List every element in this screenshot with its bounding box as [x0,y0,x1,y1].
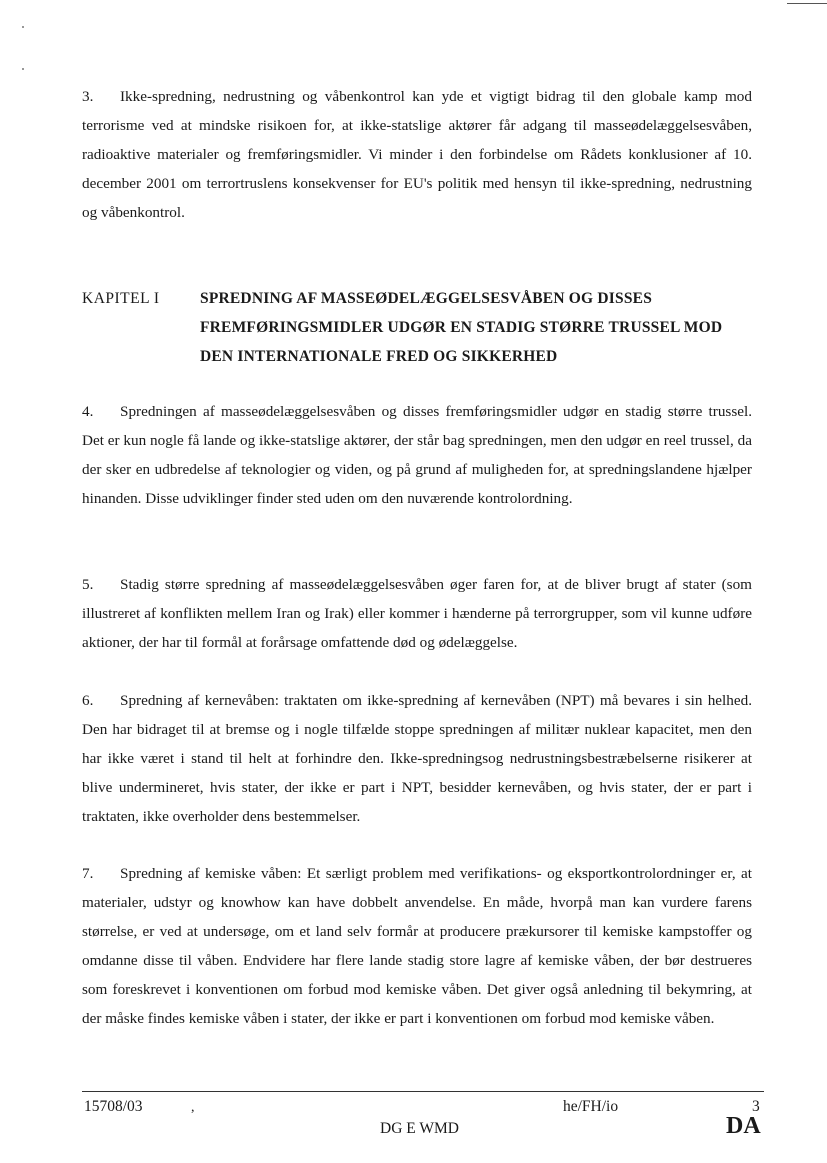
paragraph-number: 4. [82,403,94,420]
paragraph-text: Ikke-spredning, nedrustning og våbenkontrol kan yde et vigtigt bidrag til den globale kamp mod terrorisme ved at mindske risikoen for, at ikke-statslige aktører får adgang til masseødelæggelsesvåben, radioaktive materialer og fremføringsmidler. Vi minder i den forbindelse om Rådets konklusioner af 10. december 2001 om terrortruslens konsekvenser for EU's politik med hensyn til ikke-spredning, nedrustning og våbenkontrol. [82,88,752,221]
scan-speck [22,68,24,70]
footer-department: DG E WMD [380,1120,459,1137]
paragraph-5 [82,570,752,657]
footer-initials: he/FH/io [563,1098,619,1115]
paragraph-number: 5. [82,576,94,593]
paragraph-text: Spredningen af masseødelæggelsesvåben og disses fremføringsmidler udgør en stadig større trussel. Det er kun nogle få lande og ikke-statslige aktører, der står bag spredningen, men den udgør en reel trussel, da der sker en udbredelse af teknologier og viden, og på grund af muligheden for, at spredningslandene hjælper hinanden. Disse udviklinger finder sted uden om den nuværende kontrolordning. [82,403,752,507]
chapter-label: KAPITEL I [82,290,160,307]
paragraph-number: 7. [82,865,94,882]
top-edge-line [787,3,827,4]
paragraph-number: 6. [82,692,94,709]
footer-mark: , [191,1100,195,1115]
paragraph-3 [82,82,752,227]
chapter-title: SPREDNING AF MASSEØDELÆGGELSESVÅBEN OG DISSES FREMFØRINGSMIDLER UDGØR EN STADIG STØRRE TRUSSEL MOD DEN INTERNATIONALE FRED OG SIKKERHED [200,290,723,365]
paragraph-7 [82,859,752,1033]
footer-language-code: DA [726,1113,761,1139]
paragraph-text: Spredning af kernevåben: traktaten om ikke-spredning af kernevåben (NPT) må bevares i sin helhed. Den har bidraget til at bremse og i nogle tilfælde stoppe spredningen af militær nuklear kapacitet, men den har ikke været i stand til helt at forhindre den. Ikke-spredningsog nedrustningsbestræbelserne risikerer at blive undermineret, hvis stater, der ikke er part i NPT, besidder kernevåben, og hvis stater, der er part i traktaten, ikke overholder dens bestemmelser. [82,692,752,825]
scan-speck [22,26,24,28]
paragraph-number: 3. [82,88,94,105]
paragraph-text: Stadig større spredning af masseødelæggelsesvåben øger faren for, at de bliver brugt af stater (som illustreret af konflikten mellem Iran og Irak) eller kommer i hænderne på terrorgrupper, som vil kunne udføre aktioner, der har til formål at forårsage omfattende død og ødelæggelse. [82,576,752,651]
footer-page-number: 3 [752,1098,760,1115]
paragraph-text: Spredning af kemiske våben: Et særligt problem med verifikations- og eksportkontrolordninger er, at materialer, udstyr og knowhow kan have dobbelt anvendelse. En måde, hvorpå man kan vurdere farens størrelse, er ved at undersøge, om et land selv formår at producere prækursorer til kemiske kampstoffer og omdanne disse til våben. Endvidere har flere lande stadig store lagre af kemiske våben, der bør destrueres som foreskrevet i konventionen om forbud mod kemiske våben. Det giver også anledning til bekymring, at der måske findes kemiske våben i stater, der ikke er part i konventionen om forbud mod kemiske våben. [82,865,752,1027]
paragraph-4 [82,397,752,513]
footer-rule [82,1091,764,1092]
paragraph-6 [82,686,752,831]
footer-document-number: 15708/03 [84,1098,143,1115]
